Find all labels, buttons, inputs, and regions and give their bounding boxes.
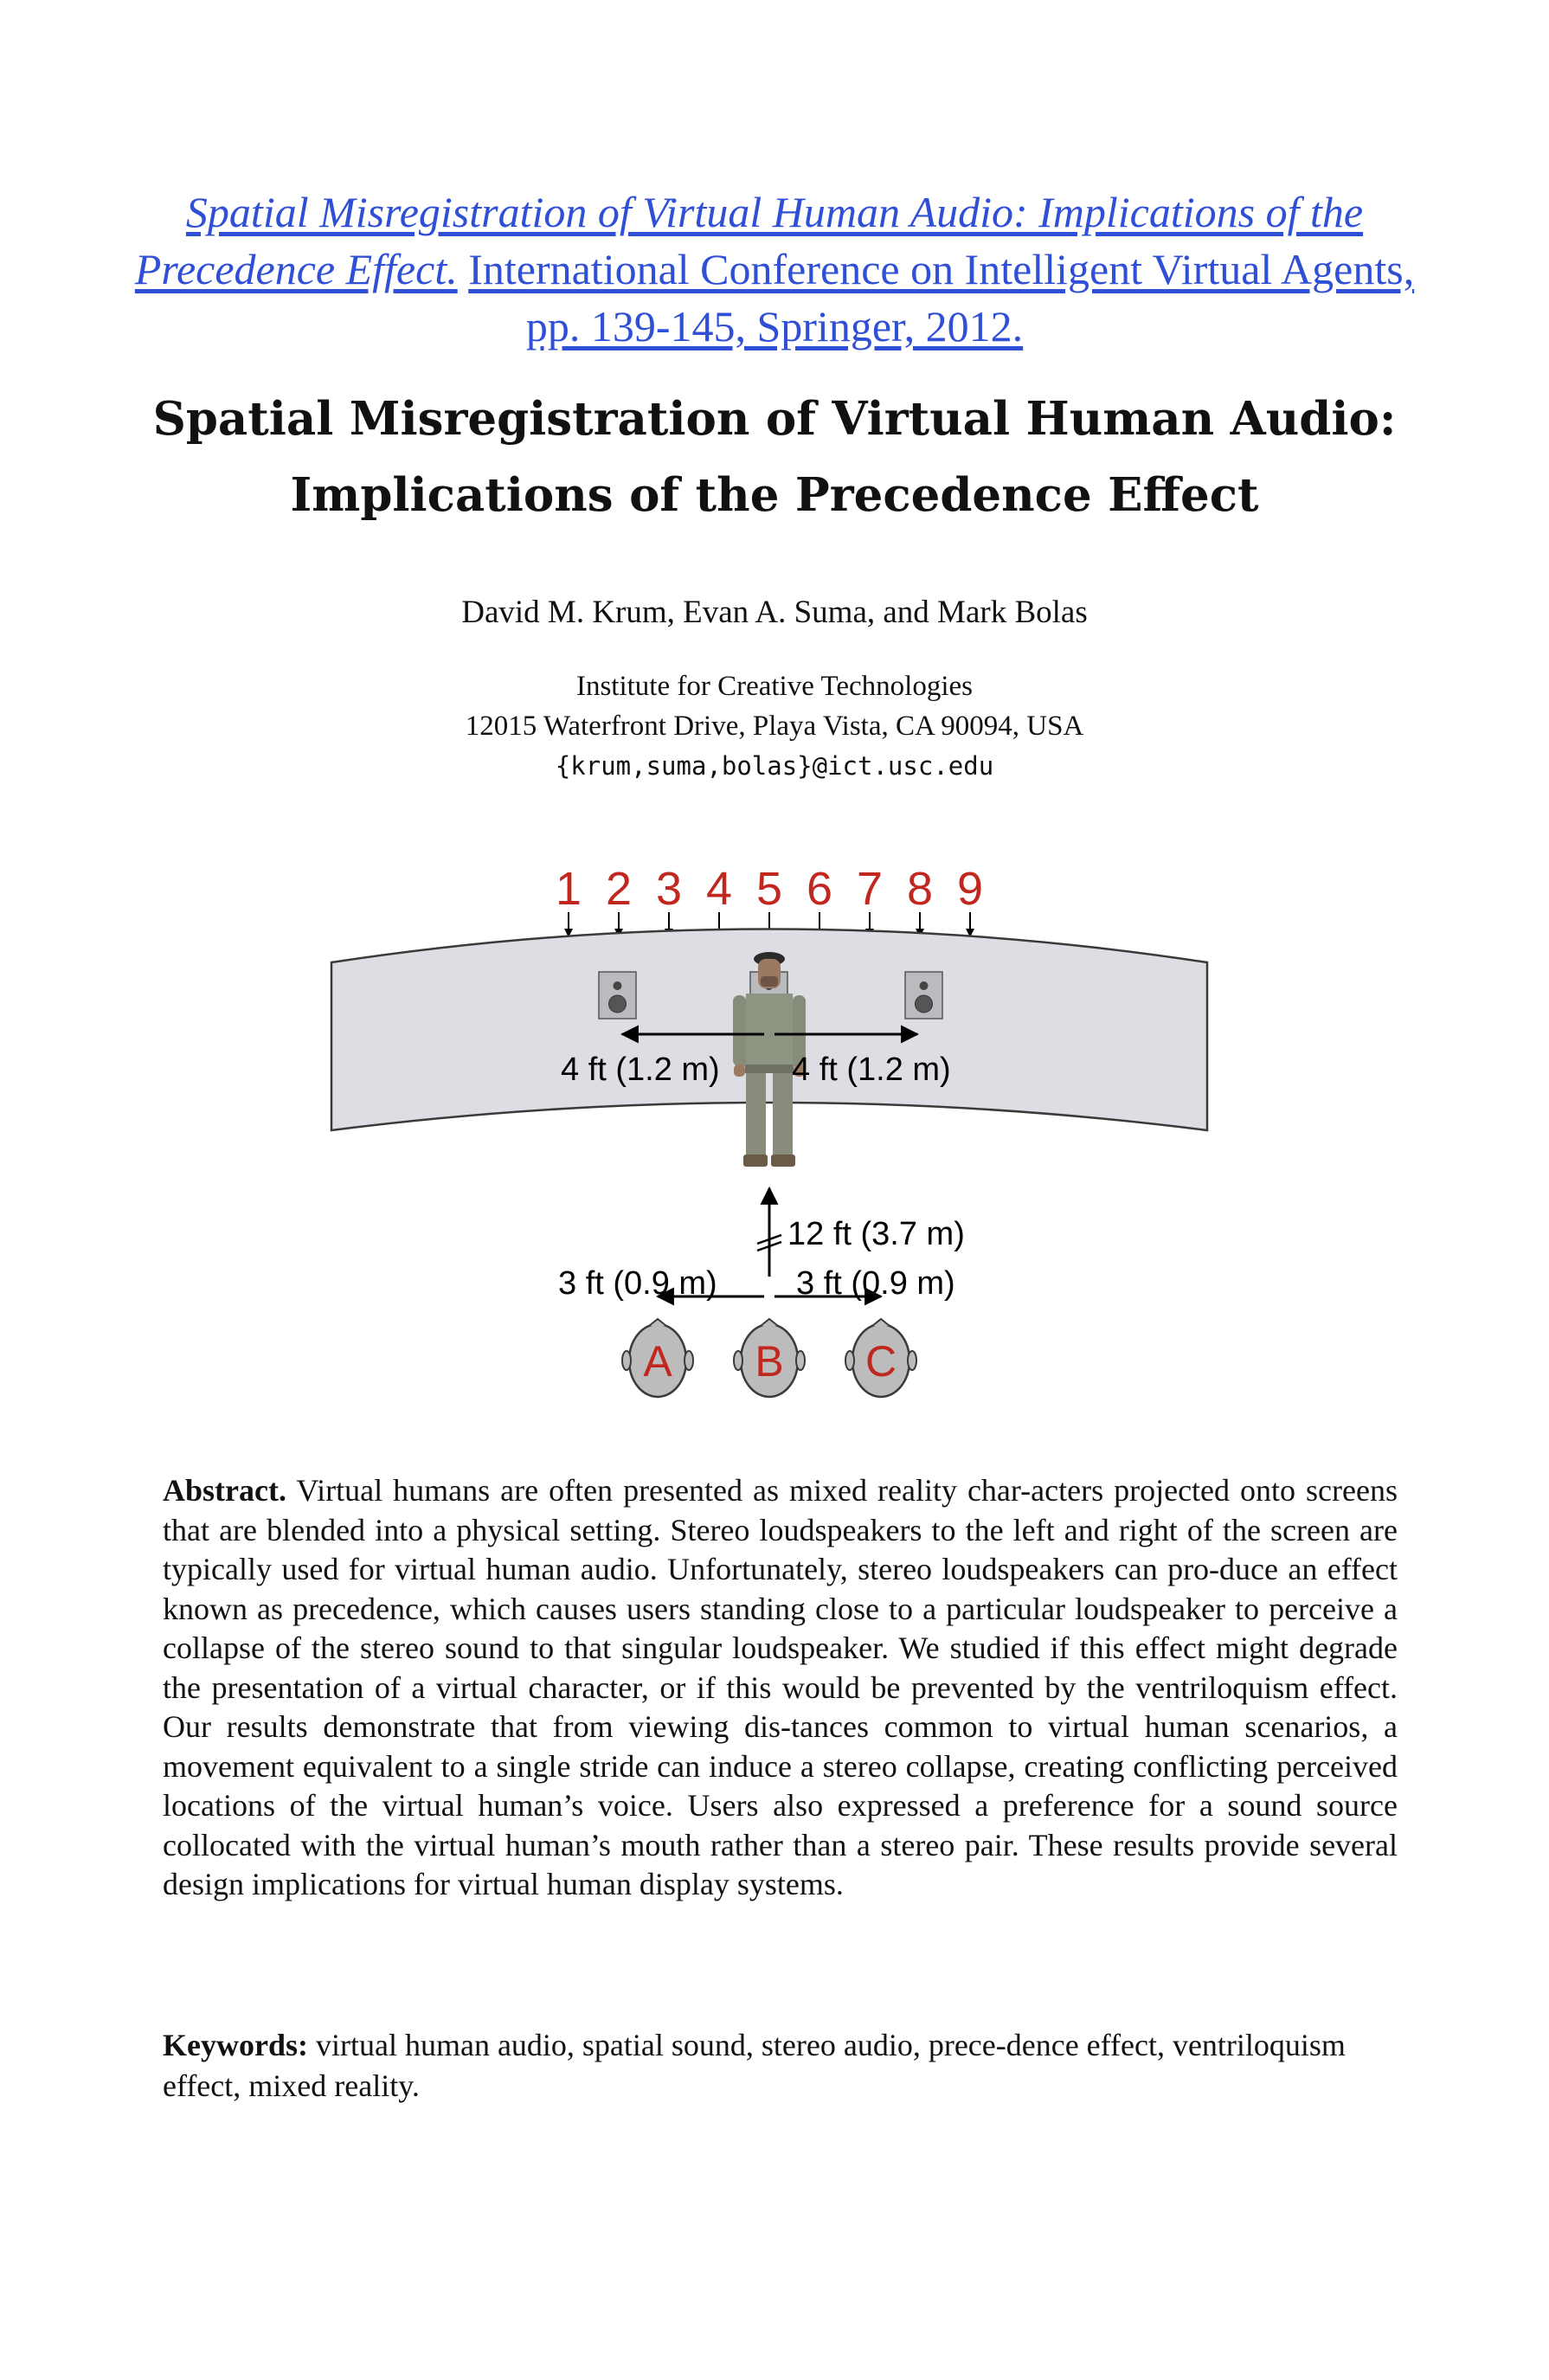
citation-title-link[interactable]: Spatial Misregistration of Virtual Human Audio: Implications of the Precedence Effect. [134, 188, 1364, 293]
speaker-distance-right-label: 4 ft (1.2 m) [792, 1052, 951, 1088]
position-label-4: 4 [705, 863, 733, 915]
citation [104, 183, 1445, 355]
position-label-8: 8 [906, 863, 934, 915]
listener-label-b: B [755, 1337, 784, 1386]
position-labels [556, 863, 983, 915]
authors: David M. Krum, Evan A. Suma, and Mark Bolas [461, 595, 1088, 630]
keywords-text: virtual human audio, spatial sound, stereo audio, prece-dence effect, ventriloquism effect, mixed reality. [163, 2028, 1346, 2103]
paper-title-line2: Implications of the Precedence Effect [290, 468, 1259, 522]
setup-figure [320, 857, 1237, 1428]
listener-head-c [845, 1319, 916, 1397]
position-label-1: 1 [555, 863, 582, 915]
listener-distance-left-label: 3 ft (0.9 m) [558, 1265, 717, 1302]
abstract [163, 1471, 1398, 1905]
paper-title [104, 381, 1445, 533]
listener-head-b [734, 1319, 805, 1397]
email: {krum,suma,bolas}@ict.usc.edu [555, 751, 994, 781]
citation-venue-link[interactable]: International Conference on Intelligent Virtual Agents, pp. 139-145, Springer, 2012. [468, 245, 1415, 351]
address: 12015 Waterfront Drive, Playa Vista, CA 90094, USA [465, 711, 1084, 742]
right-speaker [905, 972, 942, 1019]
left-speaker [599, 972, 636, 1019]
position-label-9: 9 [956, 863, 984, 915]
keywords [163, 2025, 1398, 2107]
paper-title-line1: Spatial Misregistration of Virtual Human Audio: [152, 392, 1397, 446]
screen-distance-label: 12 ft (3.7 m) [787, 1216, 965, 1252]
listener-label-a: A [643, 1337, 672, 1386]
abstract-text: Virtual humans are often presented as mixed reality char-acters projected onto screens that are blended into a physical setting. Stereo loudspeakers to the left and right of the screen are typically used for virtual human audio. Unfortunately, stereo loudspeakers can pro-duce an effect known as precedence, which causes users standing close to a particular loudspeaker to perceive a collapse of the stereo sound to that singular loudspeaker. We studied if this effect might degrade the presentation of a virtual character, or if this would be prevented by the ventriloquism effect. Our results demonstrate that from viewing dis-tances common to virtual human scenarios, a movement equivalent to a single stride can induce a stereo collapse, creating conflicting perceived locations of the virtual human’s voice. Users also expressed a preference for a sound source collocated with the virtual human’s mouth rather than a stereo pair. These results provide several design implications for virtual human display systems. [163, 1473, 1398, 1901]
setup-diagram [320, 857, 1237, 1428]
institute: Institute for Creative Technologies [575, 671, 974, 702]
position-label-2: 2 [605, 863, 633, 915]
speaker-distance-left-label: 4 ft (1.2 m) [561, 1052, 720, 1088]
position-label-5: 5 [755, 863, 783, 915]
position-label-6: 6 [806, 863, 833, 915]
listener-head-a [622, 1319, 693, 1397]
listener-distance-right-label: 3 ft (0.9 m) [796, 1265, 955, 1302]
position-label-3: 3 [655, 863, 683, 915]
affiliation [104, 666, 1445, 786]
keywords-label: Keywords: [163, 2028, 308, 2062]
abstract-label: Abstract. [163, 1473, 286, 1508]
position-label-7: 7 [856, 863, 884, 915]
listener-label-c: C [864, 1337, 897, 1386]
